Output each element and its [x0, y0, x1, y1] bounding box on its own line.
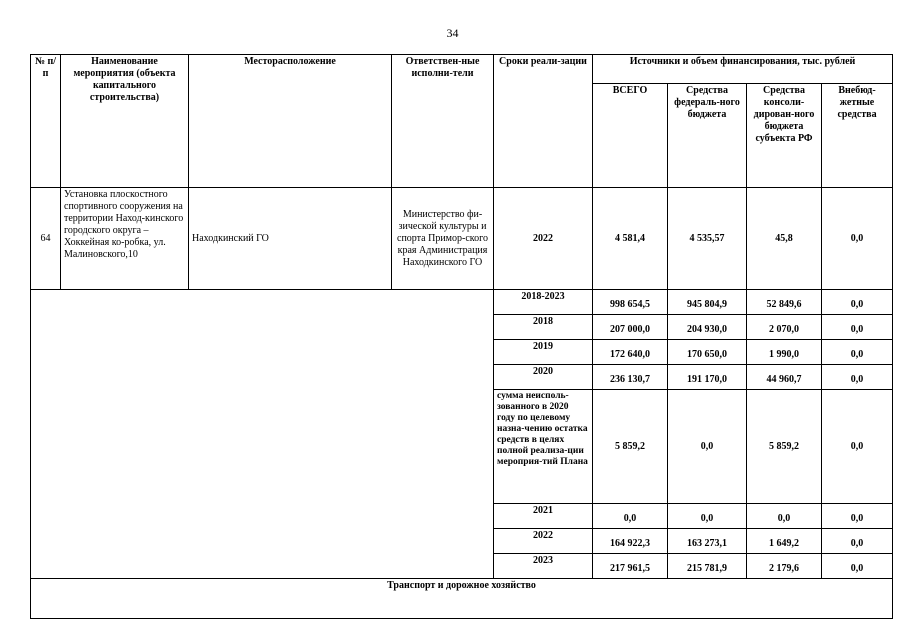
header-total: ВСЕГО	[593, 84, 668, 188]
item-year: 2022	[494, 188, 593, 290]
summary-federal: 170 650,0	[668, 340, 747, 365]
header-executors: Ответствен-ные исполни-тели	[392, 55, 494, 188]
header-name: Наименование мероприятия (объекта капитального строительства)	[61, 55, 189, 188]
header-location: Месторасположение	[189, 55, 392, 188]
summary-period: 2018-2023	[494, 290, 593, 315]
summary-period: 2022	[494, 529, 593, 554]
summary-total: 5 859,2	[593, 390, 668, 504]
summary-regional: 1 649,2	[747, 529, 822, 554]
table-row	[31, 290, 893, 315]
summary-regional: 44 960,7	[747, 365, 822, 390]
summary-period: 2021	[494, 504, 593, 529]
item-total: 4 581,4	[593, 188, 668, 290]
summary-regional: 2 179,6	[747, 554, 822, 579]
summary-extra: 0,0	[822, 365, 893, 390]
item-name: Установка плоскостного спортивного сооружения на территории Наход-кинского городского округа – Хоккейная ко-робка, ул. Малиновского,10	[61, 188, 189, 290]
summary-regional: 5 859,2	[747, 390, 822, 504]
summary-period: 2020	[494, 365, 593, 390]
summary-period: 2018	[494, 315, 593, 340]
item-extra: 0,0	[822, 188, 893, 290]
item-executors: Министерство фи-зической культуры и спорта Примор-ского края Администрация Находкинского ГО	[392, 188, 494, 290]
summary-total: 236 130,7	[593, 365, 668, 390]
header-extra: Внебюд-жетные средства	[822, 84, 893, 188]
summary-regional: 1 990,0	[747, 340, 822, 365]
section-title: Транспорт и дорожное хозяйство	[31, 579, 893, 619]
summary-extra: 0,0	[822, 554, 893, 579]
summary-extra: 0,0	[822, 529, 893, 554]
summary-regional: 2 070,0	[747, 315, 822, 340]
summary-federal: 0,0	[668, 390, 747, 504]
header-federal: Средства федераль-ного бюджета	[668, 84, 747, 188]
summary-federal: 0,0	[668, 504, 747, 529]
page-number: 34	[446, 26, 459, 40]
summary-total: 172 640,0	[593, 340, 668, 365]
summary-federal: 945 804,9	[668, 290, 747, 315]
summary-period-note: сумма неисполь-зованного в 2020 году по целевому назна-чению остатка средств в целях полной реализа-ции мероприя-тий Плана	[494, 390, 593, 504]
item-no: 64	[31, 188, 61, 290]
header-no: № п/п	[31, 55, 61, 188]
summary-period: 2023	[494, 554, 593, 579]
summary-total: 207 000,0	[593, 315, 668, 340]
summary-regional: 52 849,6	[747, 290, 822, 315]
summary-blank-area	[31, 290, 494, 579]
header-terms: Сроки реали-зации	[494, 55, 593, 188]
summary-extra: 0,0	[822, 315, 893, 340]
header-sources: Источники и объем финансирования, тыс. рублей	[593, 55, 893, 84]
summary-extra: 0,0	[822, 340, 893, 365]
financing-table	[30, 54, 893, 619]
summary-extra: 0,0	[822, 504, 893, 529]
item-location: Находкинский ГО	[189, 188, 392, 290]
summary-federal: 204 930,0	[668, 315, 747, 340]
summary-federal: 215 781,9	[668, 554, 747, 579]
summary-federal: 163 273,1	[668, 529, 747, 554]
summary-total: 0,0	[593, 504, 668, 529]
summary-total: 217 961,5	[593, 554, 668, 579]
item-regional: 45,8	[747, 188, 822, 290]
summary-total: 998 654,5	[593, 290, 668, 315]
summary-period: 2019	[494, 340, 593, 365]
summary-federal: 191 170,0	[668, 365, 747, 390]
summary-extra: 0,0	[822, 290, 893, 315]
summary-total: 164 922,3	[593, 529, 668, 554]
summary-extra: 0,0	[822, 390, 893, 504]
header-regional: Средства консоли-дирован-ного бюджета субъекта РФ	[747, 84, 822, 188]
table-row	[31, 188, 893, 290]
section-row	[31, 579, 893, 619]
item-federal: 4 535,57	[668, 188, 747, 290]
summary-regional: 0,0	[747, 504, 822, 529]
